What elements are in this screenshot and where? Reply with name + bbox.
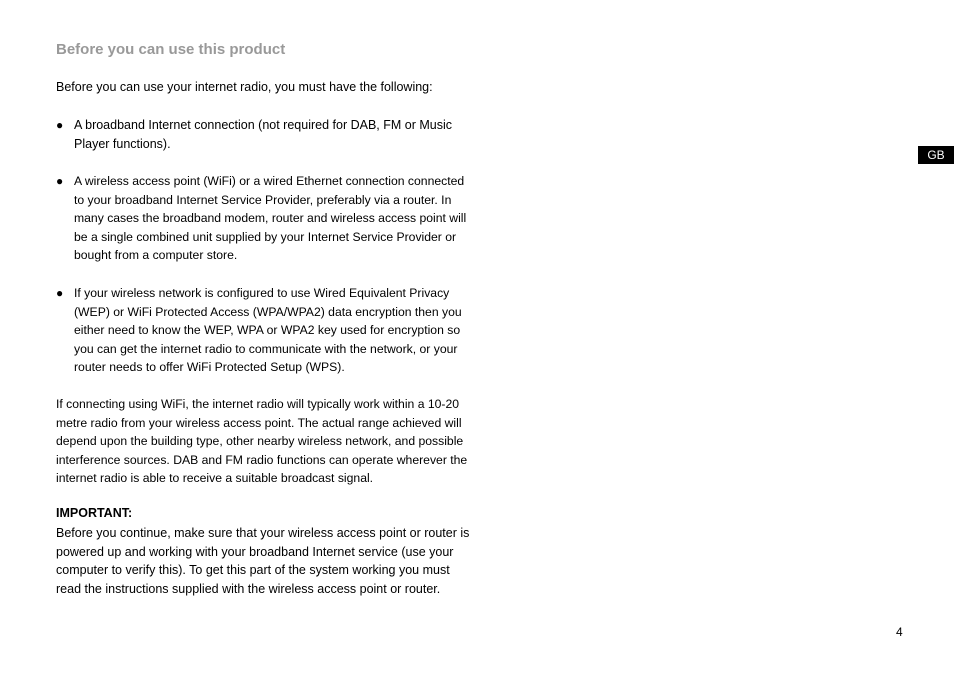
range-paragraph: If connecting using WiFi, the internet radio will typically work within a 10-20 metre radio from your wireless access point. The actual range achieved will depend upon the building type, other nearby wireless network, and possible interference sources. DAB and FM radio functions can operate wherever the internet radio is able to receive a suitable broadcast signal. (56, 397, 468, 486)
bullet-text: If your wireless network is configured to use Wired Equivalent Privacy (WEP) or WiFi Protected Access (WPA/WPA2) data encryption then you either need to know the WEP, WPA or WPA2 key used for encryption so you can get the internet radio to communicate with the network, or your router needs to offer WiFi Protected Setup (WPS). (74, 286, 462, 375)
bullet-item-access-point (56, 172, 476, 265)
important-label: IMPORTANT: (56, 506, 133, 520)
bullet-item-encryption (56, 284, 476, 377)
bullet-marker: ● (56, 286, 64, 300)
important-text: Before you continue, make sure that your wireless access point or router is powered up and working with your broadband Internet service (use your computer to verify this). To get this part of the system working you must read the instructions supplied with the wireless access point or router. (56, 526, 470, 596)
section-heading: Before you can use this product (56, 41, 286, 58)
bullet-text: A wireless access point (WiFi) or a wired Ethernet connection connected to your broadband Internet Service Provider, preferably via a router. In many cases the broadband modem, router and wireless access point will be a single combined unit supplied by your Internet Service Provider or bought from a computer store. (74, 174, 467, 263)
intro-text: Before you can use your internet radio, you must have the following: (56, 80, 433, 94)
language-tab: GB (918, 146, 954, 164)
bullet-marker: ● (56, 118, 64, 132)
bullet-item-broadband (56, 116, 476, 153)
bullet-marker: ● (56, 174, 64, 188)
page-number: 4 (896, 625, 903, 639)
bullet-text: A broadband Internet connection (not required for DAB, FM or Music Player functions). (74, 118, 452, 151)
